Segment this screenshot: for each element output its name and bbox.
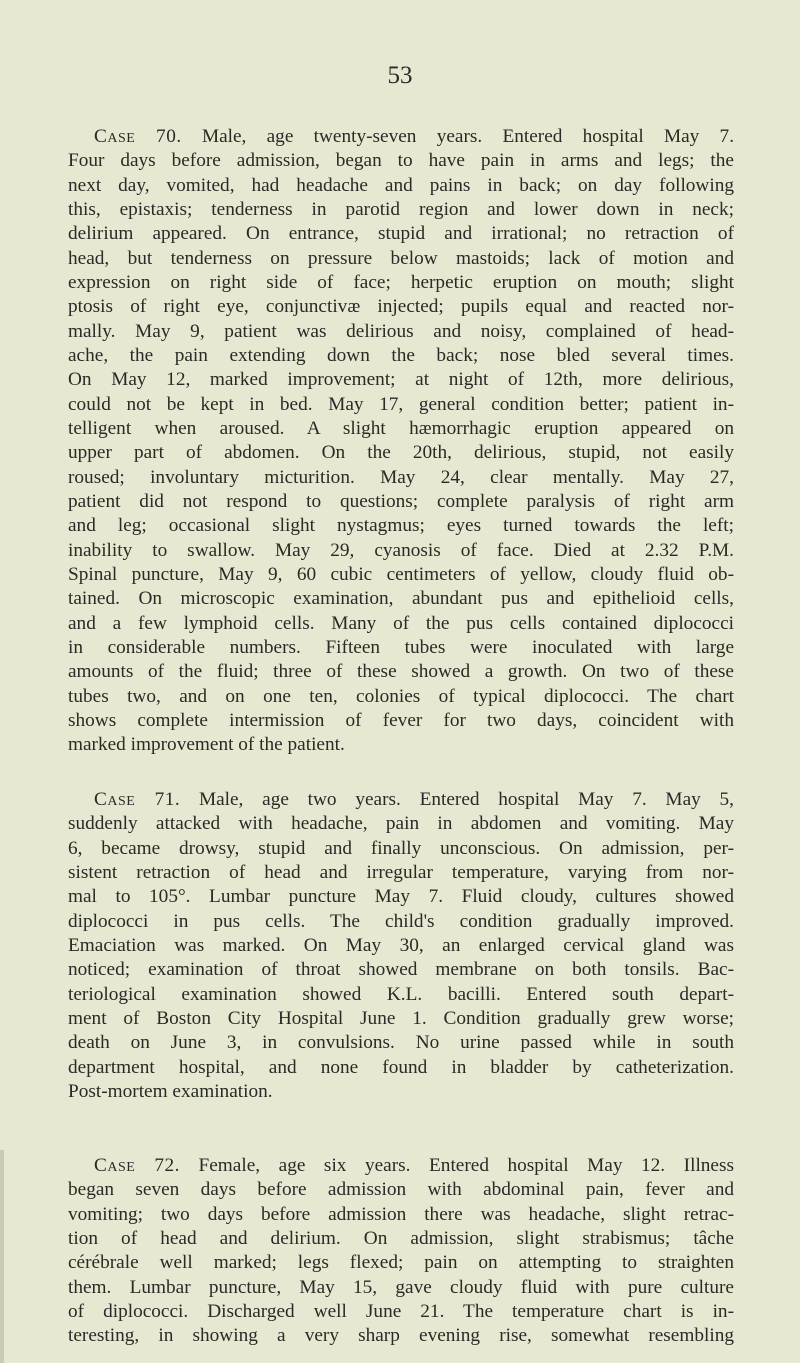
text-line [68, 1031, 734, 1055]
line-text: and leg; occasional slight nystagmus; eyes turned towards the left; [68, 515, 734, 537]
text-line [68, 733, 734, 757]
text-line [68, 1007, 734, 1031]
line-text: head, but tenderness on pressure below mastoids; lack of motion and [68, 247, 734, 269]
first-line [94, 1154, 734, 1178]
text-line [68, 1276, 734, 1300]
case-label: Case 71. [94, 789, 181, 810]
text-line [68, 1324, 734, 1348]
text-line [68, 636, 734, 660]
line-text: them. Lumbar puncture, May 15, gave cloudy fluid with pure culture [68, 1276, 734, 1298]
text-line [68, 247, 734, 271]
text-line [68, 587, 734, 611]
line-text: this, epistaxis; tenderness in parotid region and lower down in neck; [68, 198, 734, 220]
case-72-paragraph [68, 1154, 734, 1349]
text-line [68, 861, 734, 885]
text-line [68, 685, 734, 709]
line-text: telligent when aroused. A slight hæmorrhagic eruption appeared on [68, 417, 734, 439]
text-line [68, 271, 734, 295]
line-text: mally. May 9, patient was delirious and noisy, complained of head- [68, 320, 734, 342]
line-text: department hospital, and none found in bladder by catheterization. [68, 1056, 734, 1078]
line-text: marked improvement of the patient. [68, 734, 345, 756]
line-text: ptosis of right eye, conjunctivæ injected; pupils equal and reacted nor- [68, 296, 734, 318]
text-line [68, 788, 734, 812]
line-text: inability to swallow. May 29, cyanosis of face. Died at 2.32 P.M. [68, 539, 734, 561]
line-text: upper part of abdomen. On the 20th, delirious, stupid, not easily [68, 442, 734, 464]
line-text: sistent retraction of head and irregular temperature, varying from nor- [68, 861, 734, 883]
text-line [68, 885, 734, 909]
text-line [68, 934, 734, 958]
line-text: tion of head and delirium. On admission, slight strabismus; tâche [68, 1227, 734, 1249]
text-line [68, 1178, 734, 1202]
text-line [68, 539, 734, 563]
line-text: suddenly attacked with headache, pain in abdomen and vomiting. May [68, 813, 734, 835]
page-number: 53 [387, 62, 413, 89]
text-line [68, 174, 734, 198]
line-text: Male, age two years. Entered hospital May 7. May 5, [198, 789, 734, 810]
text-line [68, 198, 734, 222]
text-line [68, 466, 734, 490]
line-text: ache, the pain extending down the back; nose bled several times. [68, 344, 734, 366]
line-text: and a few lymphoid cells. Many of the pus cells contained diplococci [68, 612, 734, 634]
line-text: could not be kept in bed. May 17, general condition better; patient in- [68, 393, 734, 415]
text-line [68, 612, 734, 636]
text-line [68, 1080, 734, 1104]
text-line [68, 417, 734, 441]
line-text: Four days before admission, began to have pain in arms and legs; the [68, 150, 734, 172]
line-text: Emaciation was marked. On May 30, an enlarged cervical gland was [68, 934, 734, 956]
line-text: tubes two, and on one ten, colonies of typical diplococci. The chart [68, 685, 734, 707]
case-label: Case 72. [94, 1155, 180, 1176]
text-line [68, 1300, 734, 1324]
text-line [68, 295, 734, 319]
text-line [68, 812, 734, 836]
line-text: of diplococci. Discharged well June 21. The temperature chart is in- [68, 1300, 734, 1322]
line-text: Spinal puncture, May 9, 60 cubic centimeters of yellow, cloudy fluid ob- [68, 563, 734, 585]
text-line [68, 320, 734, 344]
line-text: in considerable numbers. Fifteen tubes were inoculated with large [68, 636, 734, 658]
text-line [68, 709, 734, 733]
text-line [68, 958, 734, 982]
line-text: patient did not respond to questions; complete paralysis of right arm [68, 490, 734, 512]
line-text: On May 12, marked improvement; at night of 12th, more delirious, [68, 369, 734, 391]
line-text: shows complete intermission of fever for two days, coincident with [68, 709, 734, 731]
text-line [68, 368, 734, 392]
line-text: began seven days before admission with abdominal pain, fever and [68, 1179, 734, 1201]
line-text: Female, age six years. Entered hospital May 12. Illness [198, 1155, 735, 1176]
line-text: roused; involuntary micturition. May 24, clear mentally. May 27, [68, 466, 734, 488]
text-line [68, 1154, 734, 1178]
text-line [68, 1251, 734, 1275]
text-line [68, 344, 734, 368]
line-text: 6, became drowsy, stupid and finally unconscious. On admission, per- [68, 837, 734, 859]
text-line [68, 660, 734, 684]
line-text: delirium appeared. On entrance, stupid and irrational; no retraction of [68, 223, 734, 245]
line-text: Male, age twenty-seven years. Entered hospital May 7. [201, 126, 735, 147]
line-text: cérébrale well marked; legs flexed; pain on attempting to straighten [68, 1252, 734, 1274]
text-line [68, 393, 734, 417]
text-line [68, 1203, 734, 1227]
text-line [68, 490, 734, 514]
line-text: teriological examination showed K.L. bacilli. Entered south depart- [68, 983, 734, 1005]
text-line [68, 837, 734, 861]
case-71-paragraph [68, 788, 734, 1104]
line-text: ment of Boston City Hospital June 1. Condition gradually grew worse; [68, 1007, 734, 1029]
line-text: death on June 3, in convulsions. No urine passed while in south [68, 1032, 734, 1054]
text-line [68, 563, 734, 587]
case-label: Case 70. [94, 126, 182, 147]
text-line [68, 441, 734, 465]
first-line [94, 125, 734, 149]
line-text: expression on right side of face; herpetic eruption on mouth; slight [68, 271, 734, 293]
line-text: Post-mortem examination. [68, 1080, 273, 1102]
text-line [68, 125, 734, 149]
text-line [68, 1227, 734, 1251]
text-line [68, 983, 734, 1007]
line-text: noticed; examination of throat showed membrane on both tonsils. Bac- [68, 959, 734, 981]
first-line [94, 788, 734, 812]
text-line [68, 1056, 734, 1080]
text-line [68, 149, 734, 173]
line-text: diplococci in pus cells. The child's condition gradually improved. [68, 910, 734, 932]
line-text: mal to 105°. Lumbar puncture May 7. Fluid cloudy, cultures showed [68, 886, 734, 908]
text-line [68, 514, 734, 538]
line-text: vomiting; two days before admission there was headache, slight retrac- [68, 1203, 734, 1225]
line-text: next day, vomited, had headache and pains in back; on day following [68, 174, 734, 196]
line-text: amounts of the fluid; three of these showed a growth. On two of these [68, 661, 734, 683]
text-line [68, 222, 734, 246]
line-text: tained. On microscopic examination, abundant pus and epithelioid cells, [68, 588, 734, 610]
text-line [68, 910, 734, 934]
case-70-paragraph [68, 125, 734, 758]
scan-edge-shadow [0, 1150, 4, 1363]
line-text: teresting, in showing a very sharp evening rise, somewhat resembling [68, 1325, 734, 1347]
